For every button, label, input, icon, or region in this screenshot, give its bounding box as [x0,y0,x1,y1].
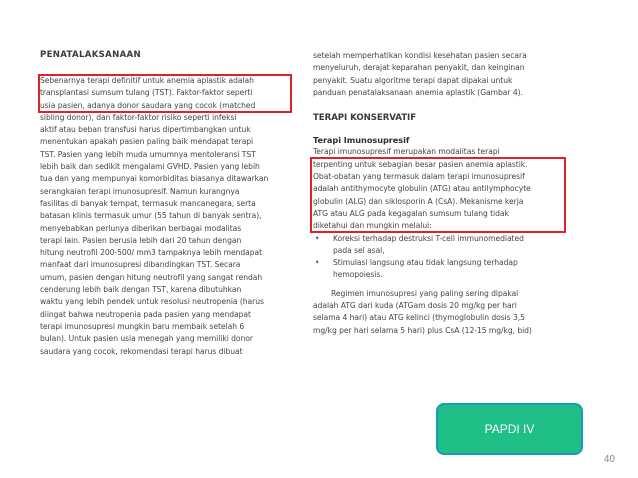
list-item [325,257,579,282]
right-intro-line: setelah memperhatikan kondisi kesehatan pasien secara [313,51,527,60]
left-line: bulan). Untuk pasien usia menegah yang memiliki donor [40,334,253,344]
section-heading-terapi-konservatif: TERAPI KONSERVATIF [313,113,417,124]
list-item [325,233,579,258]
left-line: fasilitas di banyak tempat, termasuk mancanegara, serta [40,198,256,208]
left-line: batasan klinis termasuk umur (55 tahun di banyak sentra), [40,211,262,221]
left-line: serangkaian terapi imunosupresif. Namun kurangnya [40,186,240,196]
subheading-terapi-imunosupresif: Terapi Imunosupresif [313,135,410,146]
left-line: terapi imunosupresi mungkin baru membaik setelah 6 [40,321,245,331]
highlight-box-definitive-therapy [38,74,292,113]
left-line: tua dan yang mempunyai komorbiditas biasanya ditawarkan [40,174,269,184]
list-item-line: • Stimulasi langsung atau tidak langsung terhadap [333,258,518,268]
right-intro-line: menyeluruh, derajat keparahan penyakit, dan keinginan [313,63,525,73]
source-badge-label: PAPDI IV [484,422,535,436]
left-line: aktif atau beban transfusi harus dipertimbangkan untuk [40,125,251,135]
left-line: usia pasien, adanya donor saudara yang cocok (matched [40,100,256,110]
source-badge [436,403,583,455]
left-line: manfaat dari imunosupresi dibandingkan TST. Secara [40,260,241,270]
highlight-box-immunosuppressive-therapy [310,157,566,233]
page-number: 40 [603,454,615,465]
left-line: transplantasi sumsum tulang (TST). Faktor-faktor seperti [40,88,253,98]
left-line: sibling donor), dan faktor-faktor risiko seperti infeksi [40,112,237,122]
left-line: menyebabkan perlunya diberikan berbagai modalitas [40,223,242,233]
left-line: lebih baik dan sedikit mengalami GVHD. Pasien yang lebih [40,162,260,172]
left-line: hitung neutrofil 200-500/ mm3 tampaknya lebih mendapat [40,248,263,258]
section-heading-penatalaksanaan: PENATALAKSANAAN [40,50,142,60]
left-line: TST. Pasien yang lebih muda umumnya mentoleransi TST [40,149,256,159]
right-intro-line: penyakit. Suatu algoritme terapi dapat dipakai untuk [313,75,513,85]
right-para1-line: diketahui dan mungkin melalui: [313,221,432,231]
right-intro-line: panduan penatalaksanaan anemia aplastik (Gambar 4). [313,87,523,97]
left-line: umum, pasien dengan hitung neutrofil yang sangat rendah [40,272,263,282]
right-para2-line: selama 4 hari) atau ATG kelinci (thymoglobulin dosis 3,5 [313,313,525,323]
right-para2-line: adalah ATG dari kuda (ATGam dosis 20 mg/kg per hari [313,301,517,311]
right-para1-line: Terapi imunosupresif merupakan modalitas terapi [313,147,500,157]
list-item-line: • Koreksi terhadap destruksi T-cell immunomediated [333,233,524,243]
left-line: menentukan apakah pasien paling baik mendapat terapi [40,137,254,147]
left-line: diingat bahwa neutropenia pada pasien yang mendapat [40,309,251,319]
right-para1-line: Obat-obatan yang termasuk dalam terapi imunosupresif [313,172,525,182]
left-line: terapi lain. Pasien berusia lebih dari 20 tahun dengan [40,235,242,245]
right-para1-line: adalah antithymocyte globulin (ATG) atau antilymphocyte [313,184,531,194]
right-para2-line: Regimen imunosupresi yang paling sering dipakai [331,288,519,298]
mechanism-list [313,233,579,282]
list-item-line: pada sel asal, [333,245,385,255]
right-para1-line: terpenting untuk sebagian besar pasien anemia aplastik. [313,159,528,169]
right-para2-line: mg/kg per hari selama 5 hari) plus CsA (12-15 mg/kg, bid) [313,325,532,335]
list-item-line: hemopoiesis. [333,270,383,280]
left-line: Sebenarnya terapi definitif untuk anemia aplastik adalah [40,76,254,85]
right-para1-line: ATG atau ALG pada kegagalan sumsum tulang tidak [313,208,509,218]
left-line: saudara yang cocok, rekomendasi terapi harus dibuat [40,346,243,356]
left-line: cenderung lebih baik dengan TST, karena dibutuhkan [40,285,242,295]
right-para1-line: globulin (ALG) dan siklosporin A (CsA). Mekanisme kerja [313,196,524,206]
left-line: waktu yang lebih pendek untuk resolusi neutropenia (harus [40,297,264,307]
